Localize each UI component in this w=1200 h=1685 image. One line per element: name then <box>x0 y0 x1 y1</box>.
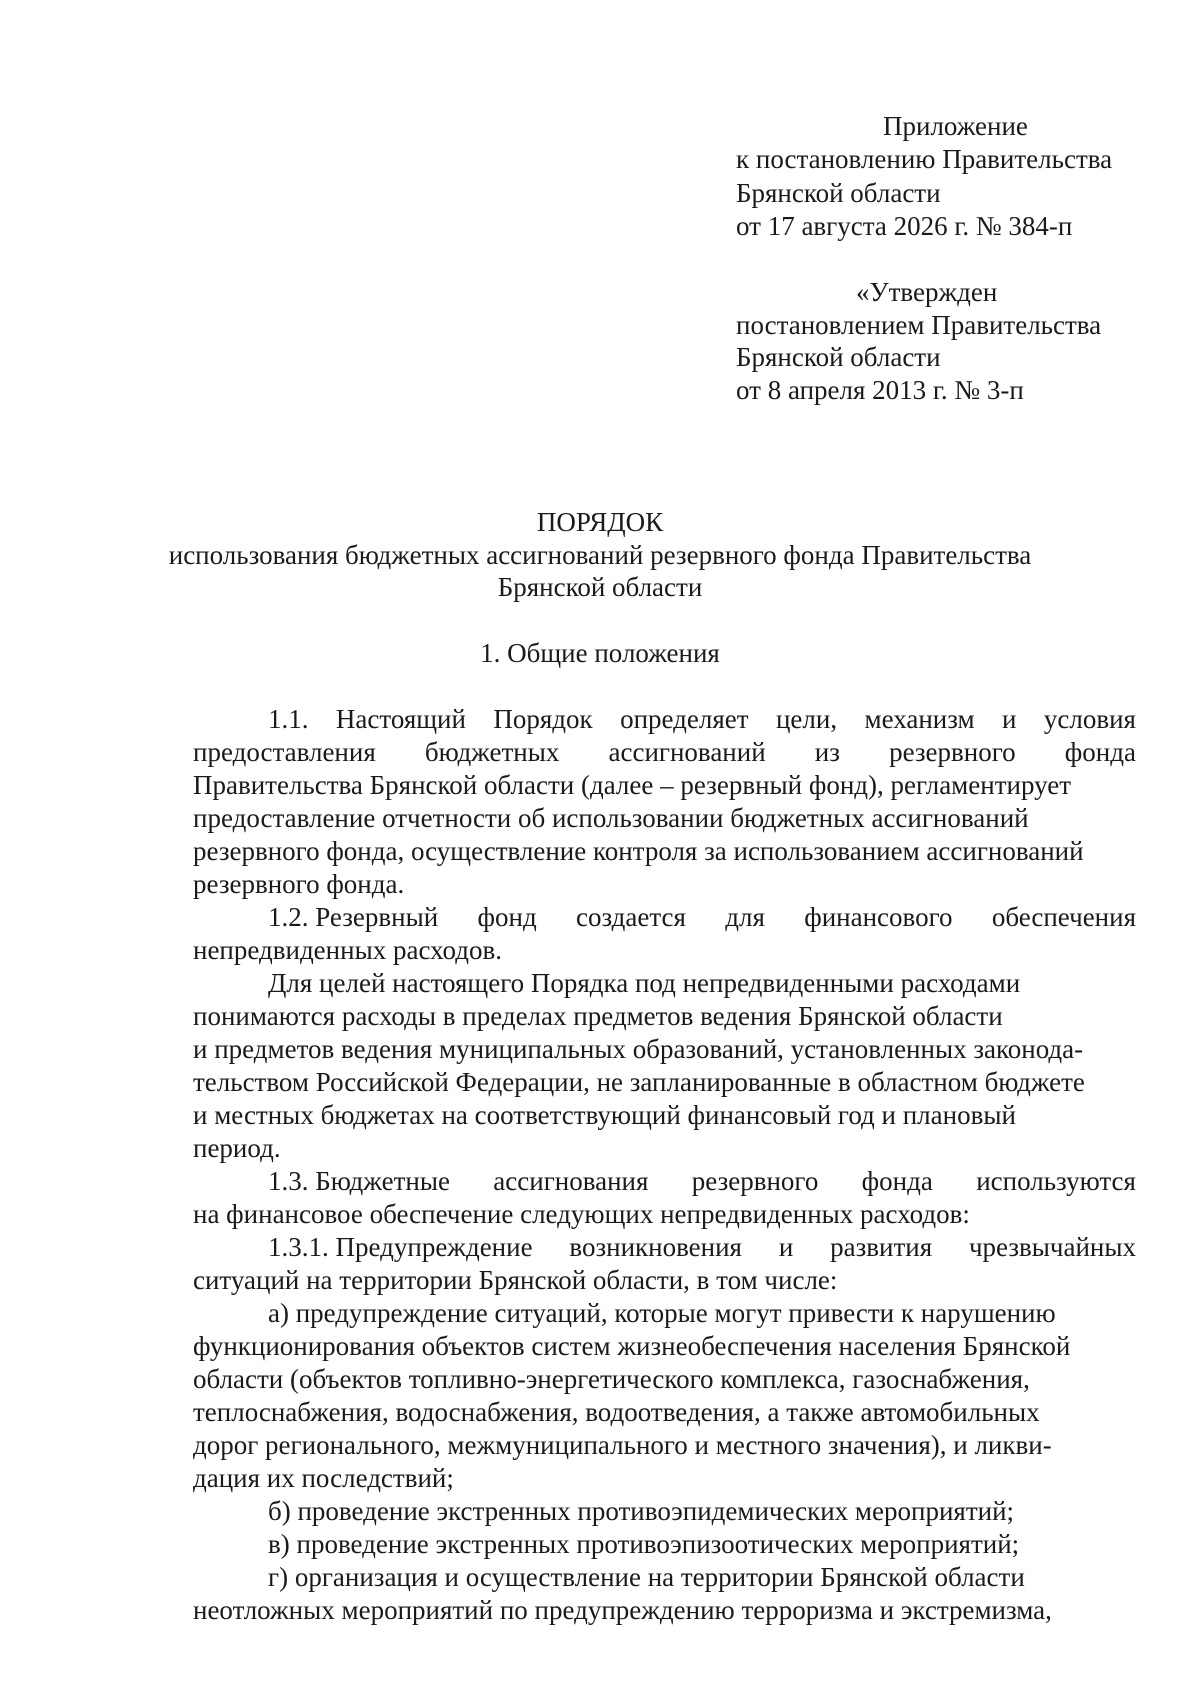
approval-line: Брянской области <box>736 342 941 372</box>
word: 1.3. Бюджетные <box>268 1166 450 1196</box>
text-line: в) проведение экстренных противоэпизоотических мероприятий; <box>268 1529 1020 1559</box>
word: резервного <box>889 737 1016 767</box>
word: бюджетных <box>424 737 560 767</box>
text-line: тельством Российской Федерации, не запланированные в областном бюджете <box>193 1067 1085 1097</box>
word: чрезвычайных <box>968 1232 1136 1262</box>
text-line: теплоснабжения, водоснабжения, водоотведения, а также автомобильных <box>193 1397 1040 1427</box>
text-line: ситуаций на территории Брянской области, в том числе: <box>193 1265 838 1295</box>
appendix-line: Приложение <box>883 111 1028 141</box>
text-line: дорог регионального, межмуниципального и местного значения), и ликви- <box>193 1430 1052 1460</box>
document-subtitle: Брянской области <box>497 572 703 602</box>
word: предоставления <box>193 737 376 767</box>
word: обеспечения <box>991 902 1136 932</box>
approval-line: «Утвержден <box>856 277 998 307</box>
word: Порядок <box>493 704 593 734</box>
text-line: г) организация и осуществление на территории Брянской области <box>268 1562 1025 1592</box>
text-line: Правительства Брянской области (далее – резервный фонд), регламентирует <box>193 770 1072 800</box>
word: фонд <box>477 902 537 932</box>
word: для <box>725 902 765 932</box>
text-line: на финансовое обеспечение следующих непредвиденных расходов: <box>193 1199 970 1229</box>
section-heading: 1. Общие положения <box>480 638 720 668</box>
text-line <box>193 736 1136 768</box>
word: фонда <box>1064 737 1136 767</box>
word: и <box>778 1232 794 1262</box>
word: определяет <box>620 704 749 734</box>
text-line: Для целей настоящего Порядка под непредвиденными расходами <box>268 968 1021 998</box>
approval-line: постановлением Правительства <box>736 310 1102 340</box>
text-line <box>268 901 1136 933</box>
appendix-line: от 17 августа 2026 г. № 384-п <box>736 211 1073 241</box>
text-line: функционирования объектов систем жизнеобеспечения населения Брянской <box>193 1331 1071 1361</box>
text-line: предоставление отчетности об использовании бюджетных ассигнований <box>193 803 1029 833</box>
word: 1.3.1. Предупреждение <box>268 1232 533 1262</box>
text-line <box>268 1231 1136 1263</box>
text-line <box>268 1165 1136 1197</box>
text-line: резервного фонда, осуществление контроля за использованием ассигнований <box>193 836 1084 866</box>
text-line: непредвиденных расходов. <box>193 935 502 965</box>
text-line: области (объектов топливно-энергетического комплекса, газоснабжения, <box>193 1364 1030 1394</box>
appendix-line: Брянской области <box>736 178 941 208</box>
word: создается <box>576 902 686 932</box>
text-line: а) предупреждение ситуаций, которые могут привести к нарушению <box>268 1298 1056 1328</box>
word: развития <box>830 1232 933 1262</box>
word: и <box>1002 704 1017 734</box>
word: условия <box>1043 704 1136 734</box>
word: 1.2. Резервный <box>268 902 439 932</box>
word: ассигнований <box>608 737 766 767</box>
document-subtitle: использования бюджетных ассигнований резервного фонда Правительства <box>168 540 1032 570</box>
word: возникновения <box>569 1232 742 1262</box>
word: резервного <box>691 1166 819 1196</box>
text-line: и предметов ведения муниципальных образований, установленных законода- <box>193 1034 1084 1064</box>
word: Настоящий <box>335 704 466 734</box>
text-line <box>268 703 1136 735</box>
word: ассигнования <box>493 1166 649 1196</box>
approval-line: от 8 апреля 2013 г. № 3-п <box>736 375 1024 405</box>
text-line: и местных бюджетах на соответствующий финансовый год и плановый <box>193 1100 1016 1130</box>
word: финансового <box>804 902 953 932</box>
word: механизм <box>864 704 975 734</box>
text-line: неотложных мероприятий по предупреждению терроризма и экстремизма, <box>193 1595 1052 1625</box>
text-line: дация их последствий; <box>193 1463 454 1493</box>
word: используются <box>976 1166 1136 1196</box>
word: цели, <box>775 704 838 734</box>
word: 1.1. <box>268 704 309 734</box>
appendix-line: к постановлению Правительства <box>736 144 1113 174</box>
text-line: период. <box>193 1133 281 1163</box>
word: фонда <box>861 1166 933 1196</box>
text-line: понимаются расходы в пределах предметов ведения Брянской области <box>193 1001 1003 1031</box>
text-line: б) проведение экстренных противоэпидемических мероприятий; <box>268 1496 1015 1526</box>
document-title: ПОРЯДОК <box>536 507 664 537</box>
text-line: резервного фонда. <box>193 869 405 899</box>
word: из <box>814 737 840 767</box>
